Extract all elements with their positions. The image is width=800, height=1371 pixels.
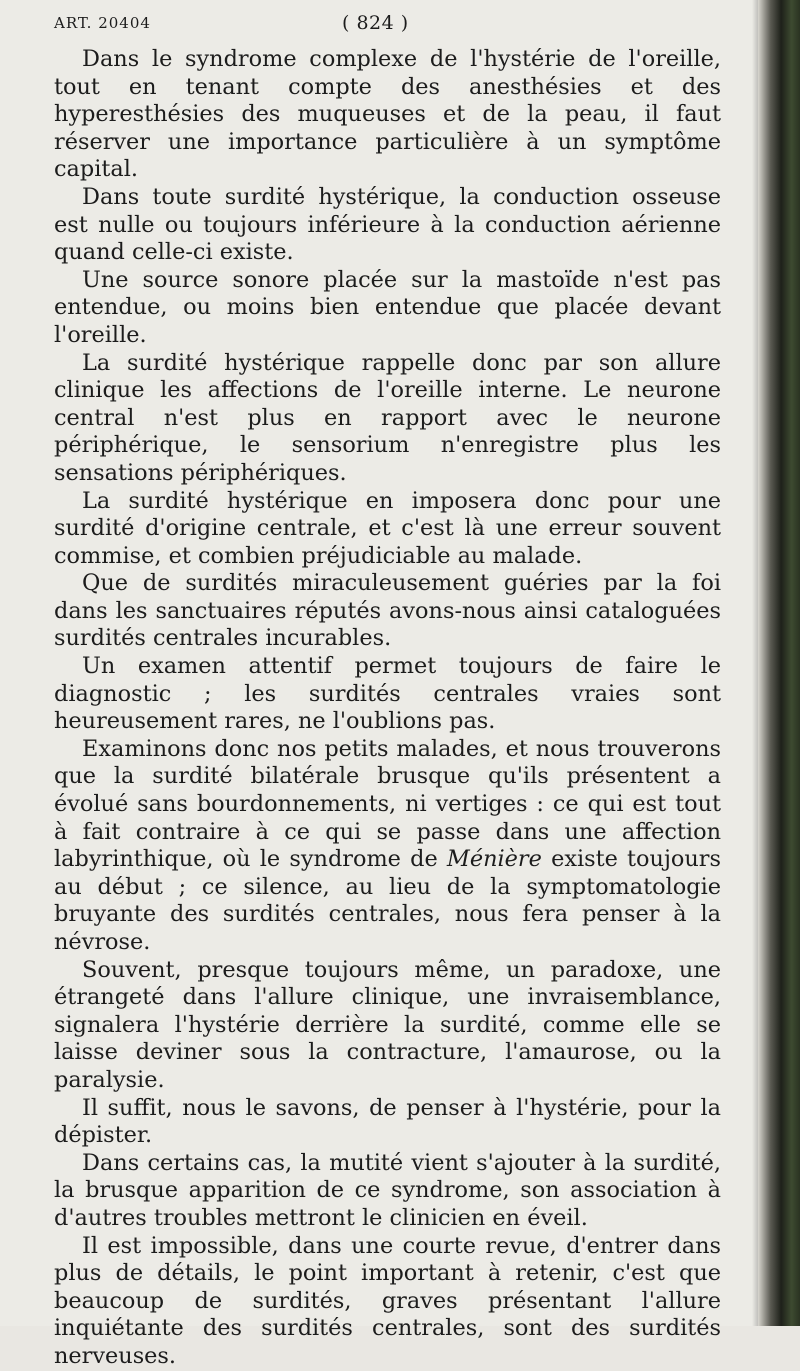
body-text: [54, 46, 721, 1371]
running-header: [54, 12, 714, 38]
paragraph: Que de surdités miraculeusement guéries par la foi dans les sanctuaires réputés avons-nous ainsi cataloguées surdités centrales incurables.: [54, 570, 721, 652]
paragraph: Souvent, presque toujours même, un paradoxe, une étrangeté dans l'allure clinique, une invraisemblance, signalera l'hystérie derrière la surdité, comme elle se laisse deviner sous la contracture, l'amaurose, ou la paralysie.: [54, 956, 721, 1093]
paragraph: La surdité hystérique en imposera donc pour une surdité d'origine centrale, et c'est là une erreur souvent commise, et combien préjudiciable au malade.: [54, 487, 721, 569]
article-number: ART. 20404: [54, 14, 151, 32]
paragraph: Examinons donc nos petits malades, et nous trouverons que la surdité bilatérale brusque qu'ils présentent a évolué sans bourdonnements, ni vertiges : ce qui est tout à fait contraire à ce qui se passe dans une affection labyrinthique, où le syndrome de Ménière existe toujours au début ; ce silence, au lieu de la symptomatologie bruyante des surdités centrales, nous fera penser à la névrose.: [54, 735, 721, 955]
book-spine: [758, 0, 800, 1326]
proper-name: Ménière: [446, 846, 542, 873]
paragraph: Il est impossible, dans une courte revue, d'entrer dans plus de détails, le point important à retenir, c'est que beaucoup de surdités, graves présentant l'allure inquiétante des surdités centrales, sont des surdités nerveuses.: [54, 1232, 721, 1369]
page-number: ( 824 ): [342, 12, 409, 34]
paragraph: Une source sonore placée sur la mastoïde n'est pas entendue, ou moins bien entendue que placée devant l'oreille.: [54, 266, 721, 348]
paragraph: Il suffit, nous le savons, de penser à l'hystérie, pour la dépister.: [54, 1094, 721, 1149]
paragraph: Un examen attentif permet toujours de faire le diagnostic ; les surdités centrales vraies sont heureusement rares, ne l'oublions pas.: [54, 653, 721, 735]
paragraph: Dans toute surdité hystérique, la conduction osseuse est nulle ou toujours inférieure à la conduction aérienne quand celle-ci existe.: [54, 183, 721, 266]
paragraph: Dans le syndrome complexe de l'hystérie de l'oreille, tout en tenant compte des anesthésies et des hyperesthésies des muqueuses et de la peau, il faut réserver une importance particulière à un symptôme capital.: [54, 46, 721, 183]
paragraph: La surdité hystérique rappelle donc par son allure clinique les affections de l'oreille interne. Le neurone central n'est plus en rapport avec le neurone périphérique, le sensorium n'enregistre plus les sensations périphériques.: [54, 349, 721, 486]
paragraph: Dans certains cas, la mutité vient s'ajouter à la surdité, la brusque apparition de ce syndrome, son association à d'autres troubles mettront le clinicien en éveil.: [54, 1149, 721, 1231]
